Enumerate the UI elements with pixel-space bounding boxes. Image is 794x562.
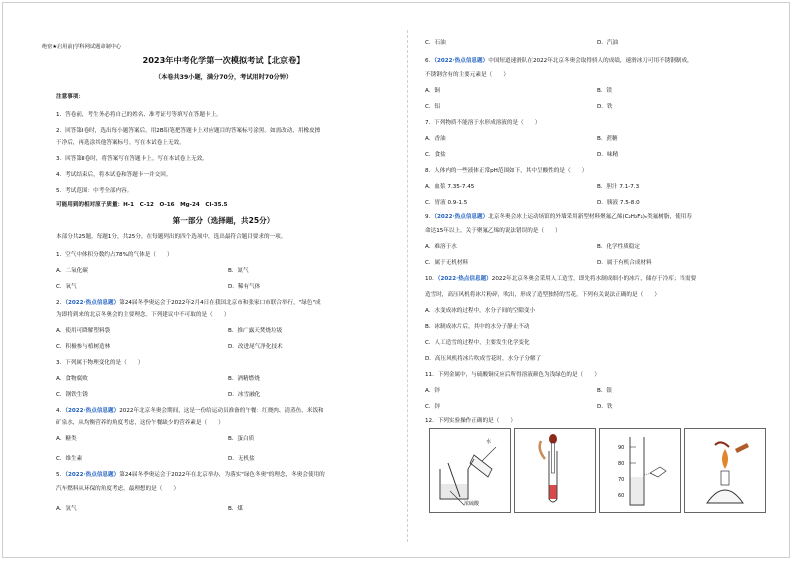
option-c: C．锌 xyxy=(425,404,441,410)
notice-item: 干净后，再选涂其他答案标号。写在本试卷上无效。 xyxy=(56,140,185,146)
option-a: A．食物腐败 xyxy=(56,376,88,382)
option-a: A．血浆 7.35-7.45 xyxy=(425,184,475,190)
tick-label: 90 xyxy=(618,445,625,451)
figure-cylinder xyxy=(599,428,681,513)
option-b: B．化学性质稳定 xyxy=(597,244,640,250)
experiment-figures xyxy=(429,428,765,513)
option-a: A．糖类 xyxy=(56,436,77,442)
figure-alcohol-lamp xyxy=(684,428,766,513)
notice-item: 4．考试结束后，将本试卷和答题卡一并交回。 xyxy=(56,172,172,178)
option-b: B．蛋白质 xyxy=(228,436,255,442)
option-d: D．冰雪融化 xyxy=(228,392,261,398)
option-c: C．石油 xyxy=(425,40,446,46)
option-d: D．铁 xyxy=(597,404,613,410)
option-d: D．味精 xyxy=(597,152,619,158)
option-b: B．蔗糖 xyxy=(597,136,618,142)
option-d: D．高压风机将冰片吹成雪花时，水分子分解了 xyxy=(425,356,542,362)
notice-item: 3．回答第Ⅱ卷时，将答案写在答题卡上。写在本试卷上无效。 xyxy=(56,156,208,162)
question-stem: 12．下列实验操作正确的是（ ） xyxy=(425,418,517,424)
water-label: 水 xyxy=(486,439,492,445)
question-stem-cont: 造雪时，高压风机将冰片粉碎，吹出，形成了造型独特的雪花。下列有关说法正确的是（ ） xyxy=(425,292,660,298)
option-b: B．银 xyxy=(597,388,613,394)
notice-item: 1．答卷前，考生务必将自己的姓名、准考证号等填写在答题卡上。 xyxy=(56,112,222,118)
option-a: A．铜 xyxy=(425,88,441,94)
figure-dilution xyxy=(429,428,511,513)
option-b: B．镁 xyxy=(597,88,613,94)
lamp-drawing xyxy=(685,429,765,512)
notice-item: 2．回答第Ⅰ卷时，选出每小题答案后，用2B铅笔把答题卡上对应题目的答案标号涂黑。如需改动，用橡皮擦 xyxy=(56,128,321,134)
dropper-drawing xyxy=(515,429,595,512)
figure-dropper xyxy=(514,428,596,513)
question-stem: 1．空气中体积分数约占78%的气体是（ ） xyxy=(56,252,173,258)
question-stem-cont: 不锈钢含有的主要元素是（ ） xyxy=(425,72,509,78)
option-b: B．冰制成冰片后，其中的水分子静止不动 xyxy=(425,324,530,330)
option-d: D．属于有机合成材料 xyxy=(597,260,652,266)
column-divider xyxy=(407,30,408,542)
option-c: C．铝 xyxy=(425,104,441,110)
option-c: C．维生素 xyxy=(56,456,83,462)
question-stem-cont: 汽车燃料从环保的角度考虑，最理想的是（ ） xyxy=(56,486,180,492)
option-b: B．酒精燃烧 xyxy=(228,376,260,382)
question-stem-cont: 命达15年以上，关于聚氟乙烯的说法错误的是（ ） xyxy=(425,228,561,234)
question-stem-cont: 矿泉水，从均衡营养的角度考虑，这份午餐缺少的营养素是（ ） xyxy=(56,420,224,426)
question-stem: 10．（2022·热点信息题）2022年北京冬奥会采用人工造雪，即先将水制成细小的冰片，储存于冷库；当需要 xyxy=(425,276,697,282)
section-title: 第一部分（选择题，共25分） xyxy=(172,216,275,225)
option-d: D．无机盐 xyxy=(228,456,255,462)
option-c: C．积极参与植树造林 xyxy=(56,344,111,350)
tick-label: 80 xyxy=(618,461,625,467)
option-c: C．钢铁生锈 xyxy=(56,392,88,398)
option-d: D．汽油 xyxy=(597,40,619,46)
question-stem: 2．（2022·热点信息题）第24届冬季奥运会于2022年2月4日在我国北京市和张家口市联合举行，"绿色"成 xyxy=(56,300,321,306)
option-c: C．属于无机材料 xyxy=(425,260,469,266)
question-stem: 8．人体内的一些液体正常pH范围如下，其中呈酸性的是（ ） xyxy=(425,168,588,174)
option-a: A．锌 xyxy=(425,388,441,394)
question-stem: 3．下列属于物理变化的是（ ） xyxy=(56,360,144,366)
option-d: D．胰液 7.5-8.0 xyxy=(597,200,640,206)
option-c: C．胃液 0.9-1.5 xyxy=(425,200,468,206)
exam-subtitle: （本卷共39小题，满分70分，考试用时70分钟） xyxy=(154,74,293,81)
option-a: A．二氧化碳 xyxy=(56,268,88,274)
option-b: B．胆汁 7.1-7.3 xyxy=(597,184,640,190)
option-b: B．煤 xyxy=(228,506,244,512)
option-c: C．人工造雪的过程中，主要发生化学变化 xyxy=(425,340,530,346)
option-a: A．氢气 xyxy=(56,506,77,512)
option-c: C．氧气 xyxy=(56,284,77,290)
question-stem: 9．（2022·热点信息题）北京冬奥会冰上运动场馆的外墙采用新型材料聚氟乙烯(C₂H₂F₂)ₙ类氟树脂，使用寿 xyxy=(425,214,692,220)
option-b: B．氮气 xyxy=(228,268,249,274)
tick-label: 60 xyxy=(618,493,625,499)
atomic-masses: 可能用到的相对原子质量：H-1 C-12 O-16 Mg-24 Cl-35.5 xyxy=(56,202,228,208)
dilution-drawing xyxy=(430,429,510,512)
option-a: A．香油 xyxy=(425,136,446,142)
notice-title: 注意事项： xyxy=(56,94,84,100)
acid-label: 浓硫酸 xyxy=(464,501,480,507)
question-stem: 7．下列物质不能溶于水形成溶液的是（ ） xyxy=(425,120,541,126)
question-stem: 4．（2022·热点信息题）2022年北京冬奥会期间，这是一份给运动员准备的午餐：红烧肉、清蒸鱼、米饭和 xyxy=(56,408,324,414)
question-stem: 6．（2022·热点信息题）中国短道速滑队在2022年北京冬奥会取得骄人的成绩，速滑冰刀可用不锈钢制成， xyxy=(425,58,693,64)
exam-title: 2023年中考化学第一次模拟考试【北京卷】 xyxy=(142,55,305,65)
cylinder-drawing xyxy=(600,429,680,512)
option-d: D．改进尾气净化技术 xyxy=(228,344,283,350)
question-stem-cont: 为即将到来的北京冬奥会的主要理念。下列建议中不可取的是（ ） xyxy=(56,312,230,318)
option-a: A．使用可降解塑料袋 xyxy=(56,328,111,334)
option-d: D．稀有气体 xyxy=(228,284,261,290)
section-intro: 本部分共25题，每题1分，共25分。在每题列出的四个选项中，选出最符合题目要求的一项。 xyxy=(56,234,287,240)
option-c: C．食盐 xyxy=(425,152,446,158)
option-a: A．水变成冰的过程中，水分子间的空隙变小 xyxy=(425,308,536,314)
secret-mark: 绝密★启用前|学科网试题命制中心 xyxy=(42,44,122,50)
question-stem: 11．下列金属中，与硫酸铜反应后所得溶液颜色为浅绿色的是（ ） xyxy=(425,372,600,378)
question-stem: 5．（2022·热点信息题）第24届冬季奥运会于2022年在北京举办，为落实"绿色冬奥"的理念，冬奥会使用的 xyxy=(56,472,325,478)
option-a: A．难溶于水 xyxy=(425,244,457,250)
option-b: B．推广露天焚烧垃圾 xyxy=(228,328,283,334)
option-d: D．铁 xyxy=(597,104,613,110)
notice-item: 5．考试范围：中考全部内容。 xyxy=(56,188,133,194)
tick-label: 70 xyxy=(618,477,625,483)
